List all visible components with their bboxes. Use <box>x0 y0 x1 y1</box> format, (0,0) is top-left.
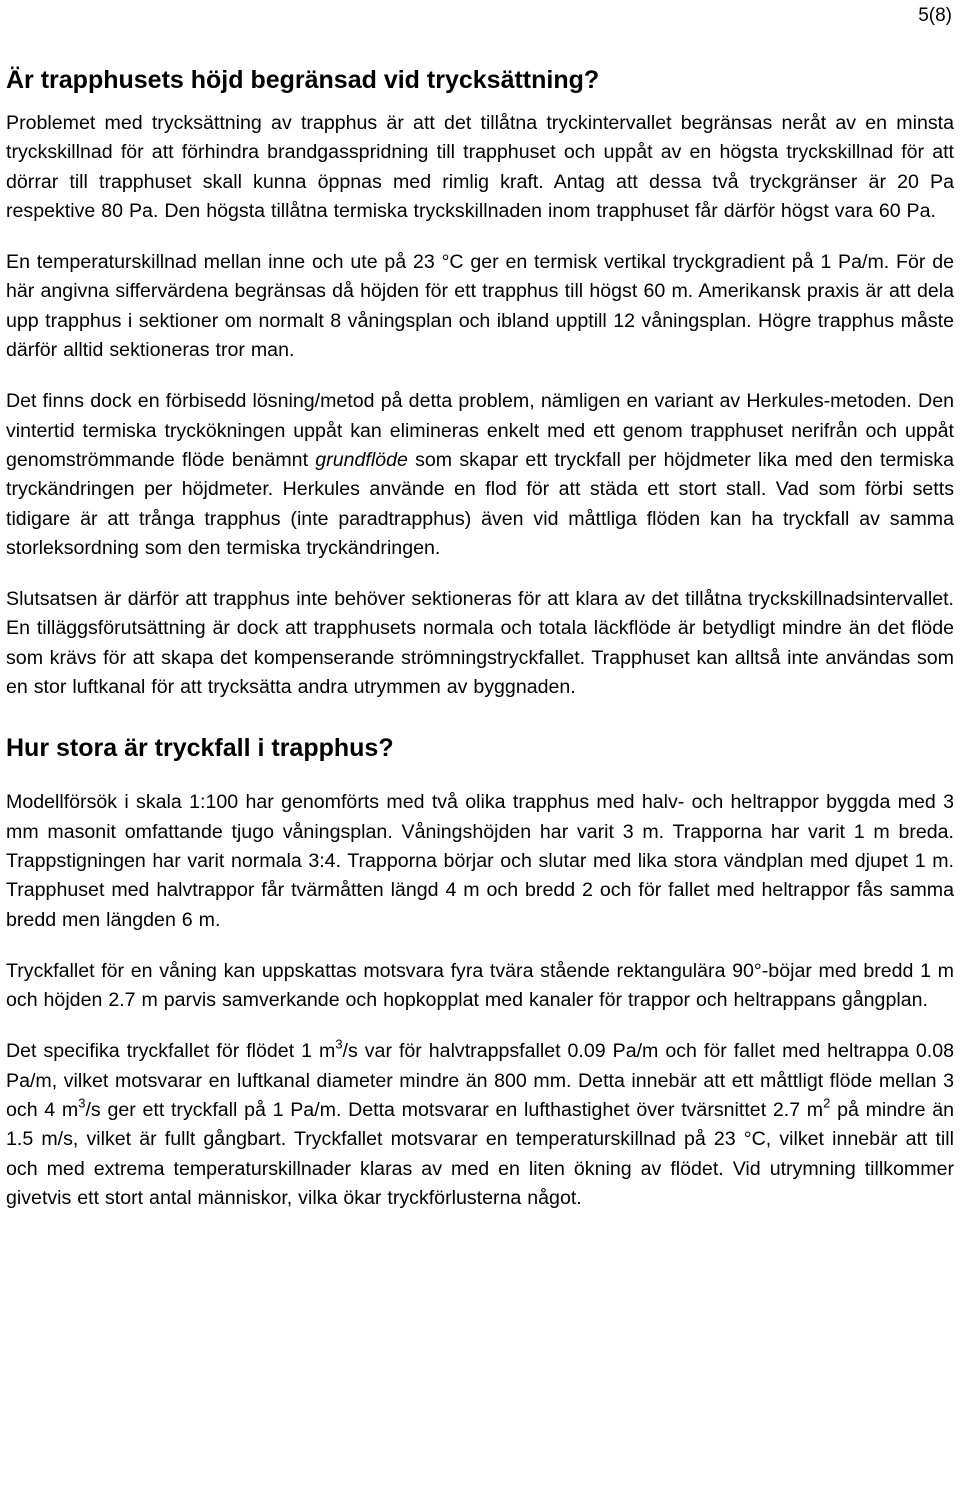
paragraph-text: på mindre än 1.5 m/s, vilket är fullt gångbart. Tryckfallet motsvarar en temperaturskillnad på 23 °C, vilket innebär att till och med extrema temperaturskillnader klaras av med en liten ökning av flödet. Vid utrymning tillkommer givetvis ett stort antal människor, vilka ökar tryckförlusterna något. <box>6 1099 955 1209</box>
paragraph-text: /s ger ett tryckfall på 1 Pa/m. Detta motsvarar en lufthastighet över tvärsnittet 2.7 m <box>85 1099 824 1122</box>
paragraph-pressure-estimate: Tryckfallet för en våning kan uppskattas motsvara fyra tvära stående rektangulära 90°-böjar med bredd 1 m och höjden 2.7 m parvis samverkande och hopkopplat med kanaler för trappor och heltrappans gångplan. <box>6 959 954 1012</box>
emphasized-term: grundflöde <box>315 448 408 471</box>
document-body <box>6 64 954 1213</box>
paragraph-herkules-method <box>6 387 954 563</box>
paragraph-text: som skapar ett tryckfall per höjdmeter lika med den termiska tryckändringen per höjdmeter. Herkules använde en flod för att städa ett stort stall. Vad som förbi setts tidigare är att trånga trapphus (inte paradtrapphus) även vid måttliga flöden kan ha tryckfall av samma storleksordning som den termiska tryckändringen. <box>6 448 954 559</box>
paragraph-model-tests: Modellförsök i skala 1:100 har genomförts med två olika trapphus med halv- och heltrappor byggda med 3 mm masonit omfattande tjugo våningsplan. Våningshöjden har varit 3 m. Trapporna har varit 1 m breda. Trappstigningen har varit normala 3:4. Trapporna börjar och slutar med lika stora vändplan med djupet 1 m. Trapphuset med halvtrappor får tvärmåtten längd 4 m och bredd 2 och för fallet med heltrappor fås samma bredd men längden 6 m. <box>6 791 954 931</box>
section-heading-stairwell-height: Är trapphusets höjd begränsad vid trycksättning? <box>6 66 600 94</box>
page-number: 5(8) <box>918 5 952 26</box>
paragraph-text: Det specifika tryckfallet för flödet 1 m <box>6 1040 336 1063</box>
section-heading-pressure-drop: Hur stora är tryckfall i trapphus? <box>6 734 394 763</box>
superscript: 2 <box>823 1095 831 1111</box>
paragraph-text: /s var för halvtrappsfallet 0.09 Pa/m och för fallet med heltrappa 0.08 Pa/m, vilket motsvarar en luftkanal diameter mindre än 800 mm. Detta innebär att ett måttligt flöde mellan 3 och 4 m <box>6 1040 954 1122</box>
paragraph-pressure-interval: Problemet med trycksättning av trapphus är att det tillåtna tryckintervallet begränsas neråt av en minsta tryckskillnad för att förhindra brandgasspridning till trapphuset och uppåt av en högsta tryckskillnad för att dörrar till trapphuset skall kunna öppnas med rimlig kraft. Antag att dessa två tryckgränser är 20 Pa respektive 80 Pa. Den högsta tillåtna termiska tryckskillnaden inom trapphuset får därför högst vara 60 Pa. <box>6 112 954 222</box>
paragraph-specific-pressure-drop <box>6 1037 954 1213</box>
superscript: 3 <box>335 1036 343 1052</box>
paragraph-conclusion: Slutsatsen är därför att trapphus inte behöver sektioneras för att klara av det tillåtna tryckskillnadsintervallet. En tilläggsförutsättning är dock att trapphusets normala och totala läckflöde är betydligt mindre än det flöde som krävs för att skapa det kompenserande strömningstryckfallet. Trapphuset kan alltså inte användas som en stor luftkanal för att trycksätta andra utrymmen av byggnaden. <box>6 588 954 699</box>
paragraph-temperature-gradient: En temperaturskillnad mellan inne och ute på 23 °C ger en termisk vertikal tryckgradient på 1 Pa/m. För de här angivna siffervärdena begränsas då höjden för ett trapphus till högst 60 m. Amerikansk praxis är att dela upp trapphus i sektioner om normalt 8 våningsplan och ibland upptill 12 våningsplan. Högre trapphus måste därför alltid sektioneras tror man. <box>6 251 954 362</box>
superscript: 3 <box>78 1095 86 1111</box>
paragraph-text: Det finns dock en förbisedd lösning/metod på detta problem, nämligen en variant av Herkules-metoden. Den vintertid termiska tryckökningen uppåt kan elimineras enkelt med ett genom trapphuset nerifrån och uppåt genomströmmande flöde benämnt <box>6 390 954 471</box>
